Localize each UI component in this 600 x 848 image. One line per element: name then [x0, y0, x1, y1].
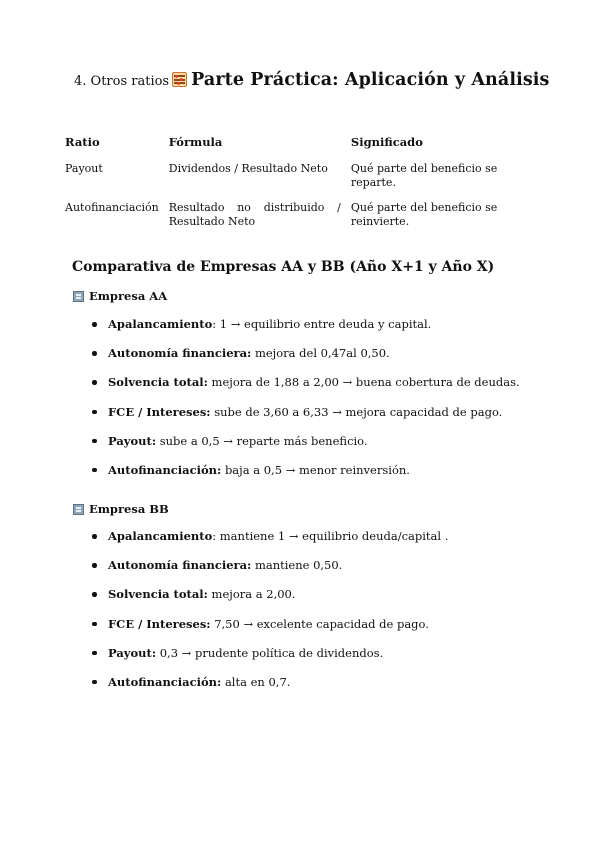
item-label: Apalancamiento: [108, 529, 213, 543]
company-aa-list: [92, 317, 520, 492]
list-item: [92, 675, 448, 704]
company-name: Empresa AA: [89, 289, 168, 303]
item-label: Payout:: [108, 433, 157, 448]
table-cell: Payout: [65, 162, 103, 175]
item-label: Payout:: [108, 645, 157, 660]
item-text: alta en 0,7.: [224, 674, 291, 689]
item-text: baja a 0,5 → menor reinversión.: [224, 462, 410, 477]
item-text: mantiene 0,50.: [254, 558, 343, 573]
office-building-icon: [73, 504, 84, 515]
list-item: [92, 346, 520, 375]
table-cell: Qué parte del beneficio se reinvierte.: [350, 201, 498, 228]
item-text: mejora de 1,88 a 2,00 → buena cobertura de deudas.: [211, 375, 520, 390]
table-cell: Qué parte del beneficio se reparte.: [350, 162, 498, 189]
list-item: [92, 375, 520, 404]
company-heading-bb: [73, 502, 169, 516]
item-text: mantiene 1 → equilibrio deuda/capital .: [219, 529, 449, 543]
list-item: [92, 558, 448, 587]
item-text: 0,3 → prudente política de dividendos.: [159, 645, 384, 660]
item-text: 1 → equilibrio entre deuda y capital.: [219, 317, 432, 331]
item-label: Solvencia total:: [108, 587, 208, 602]
list-item: [92, 405, 520, 434]
item-text: mejora del 0,47al 0,50.: [254, 346, 390, 361]
item-label: Solvencia total:: [108, 375, 208, 390]
table-cell: Resultado no distribuido / Resultado Neto: [168, 201, 341, 228]
item-label: Autofinanciación:: [108, 462, 222, 477]
list-item: [92, 317, 520, 346]
item-text: 7,50 → excelente capacidad de pago.: [214, 616, 429, 631]
item-text: sube a 0,5 → reparte más beneficio.: [159, 433, 368, 448]
column-header-meaning: Significado: [350, 135, 423, 149]
item-label: Apalancamiento: [108, 317, 213, 331]
list-item: [92, 646, 448, 675]
table-header-row: [60, 132, 540, 159]
section-heading: [74, 70, 549, 90]
table-row: [60, 198, 540, 237]
comparison-title: Comparativa de Empresas AA y BB (Año X+1 y Año X): [72, 259, 495, 275]
table-row: [60, 159, 540, 198]
item-label: Autonomía financiera:: [108, 558, 252, 573]
item-separator: :: [212, 529, 220, 543]
company-name: Empresa BB: [89, 502, 169, 516]
item-text: mejora a 2,00.: [211, 587, 296, 602]
list-item: [92, 463, 520, 492]
item-separator: :: [212, 317, 220, 331]
list-item: [92, 587, 448, 616]
section-number: 4. Otros ratios: [74, 74, 170, 89]
table-cell: Dividendos / Resultado Neto: [168, 162, 328, 175]
ratios-table: [60, 132, 540, 237]
page-title: Parte Práctica: Aplicación y Análisis: [191, 70, 550, 90]
item-text: sube de 3,60 a 6,33 → mejora capacidad de pago.: [214, 404, 503, 419]
item-label: FCE / Intereses:: [108, 616, 211, 631]
list-item: [92, 529, 448, 558]
company-bb-list: [92, 529, 448, 704]
column-header-formula: Fórmula: [168, 135, 223, 149]
list-item: [92, 617, 448, 646]
item-label: Autonomía financiera:: [108, 346, 252, 361]
item-label: FCE / Intereses:: [108, 404, 211, 419]
list-item: [92, 434, 520, 463]
abacus-icon: [172, 72, 187, 87]
office-building-icon: [73, 291, 84, 302]
company-heading-aa: [73, 289, 167, 303]
column-header-ratio: Ratio: [65, 135, 100, 149]
item-label: Autofinanciación:: [108, 674, 222, 689]
table-cell: Autofinanciación: [65, 201, 159, 214]
